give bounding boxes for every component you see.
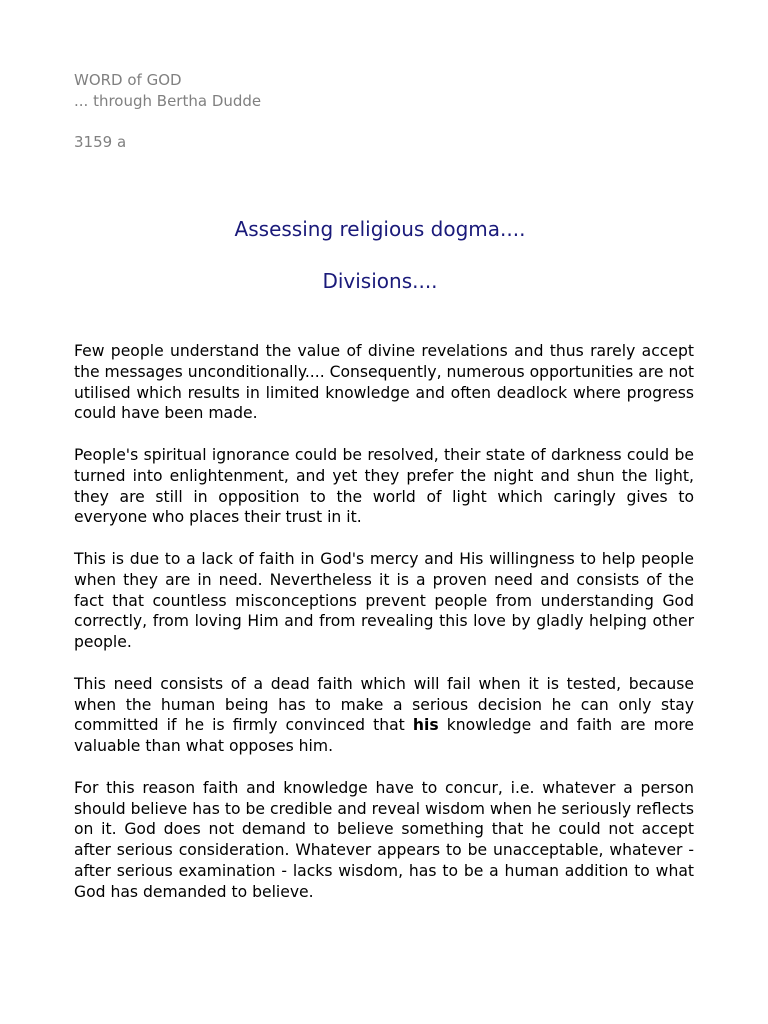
paragraph-4-bold-word: his — [412, 716, 439, 735]
paragraph-1: Few people understand the value of divine revelations and thus rarely accept the messages unconditionally.... Consequently, numerous opportunities are not utilised which results in limited knowledge and often deadlock where progress could have been made. — [74, 342, 694, 423]
paragraph-3: This is due to a lack of faith in God's mercy and His willingness to help people when they are in need. Nevertheless it is a proven need and consists of the fact that countless misconceptions prevent people from understanding God correctly, from loving Him and from revealing this love by gladly helping other people. — [74, 549, 694, 652]
paragraph-5: For this reason faith and knowledge have to concur, i.e. whatever a person should believe has to be credible and reveal wisdom when he seriously reflects on it. God does not demand to believe something that he could not accept after serious consideration. Whatever appears to be unacceptable, whatever - after serious examination - lacks wisdom, has to be a human addition to what God has demanded to believe. — [74, 778, 694, 901]
header-author: ... through Bertha Dudde — [74, 92, 262, 110]
document-header — [74, 70, 261, 112]
header-title: WORD of GOD — [74, 71, 182, 89]
body-text — [74, 341, 694, 923]
main-title: Assessing religious dogma.... — [234, 217, 526, 241]
sub-title: Divisions.... — [322, 269, 438, 293]
document-number: 3159 a — [74, 133, 127, 151]
paragraph-4-text-after: knowledge and faith are more valuable than what opposes him. — [74, 716, 694, 756]
paragraph-4-text-before: This need consists of a dead faith which will fail when it is tested, because when the human being has to make a serious decision he can only stay committed if he is firmly convinced that — [74, 674, 694, 735]
paragraph-2: People's spiritual ignorance could be resolved, their state of darkness could be turned into enlightenment, and yet they prefer the night and shun the light, they are still in opposition to the world of light which caringly gives to everyone who places their trust in it. — [74, 445, 694, 527]
paragraph-4 — [74, 674, 694, 757]
